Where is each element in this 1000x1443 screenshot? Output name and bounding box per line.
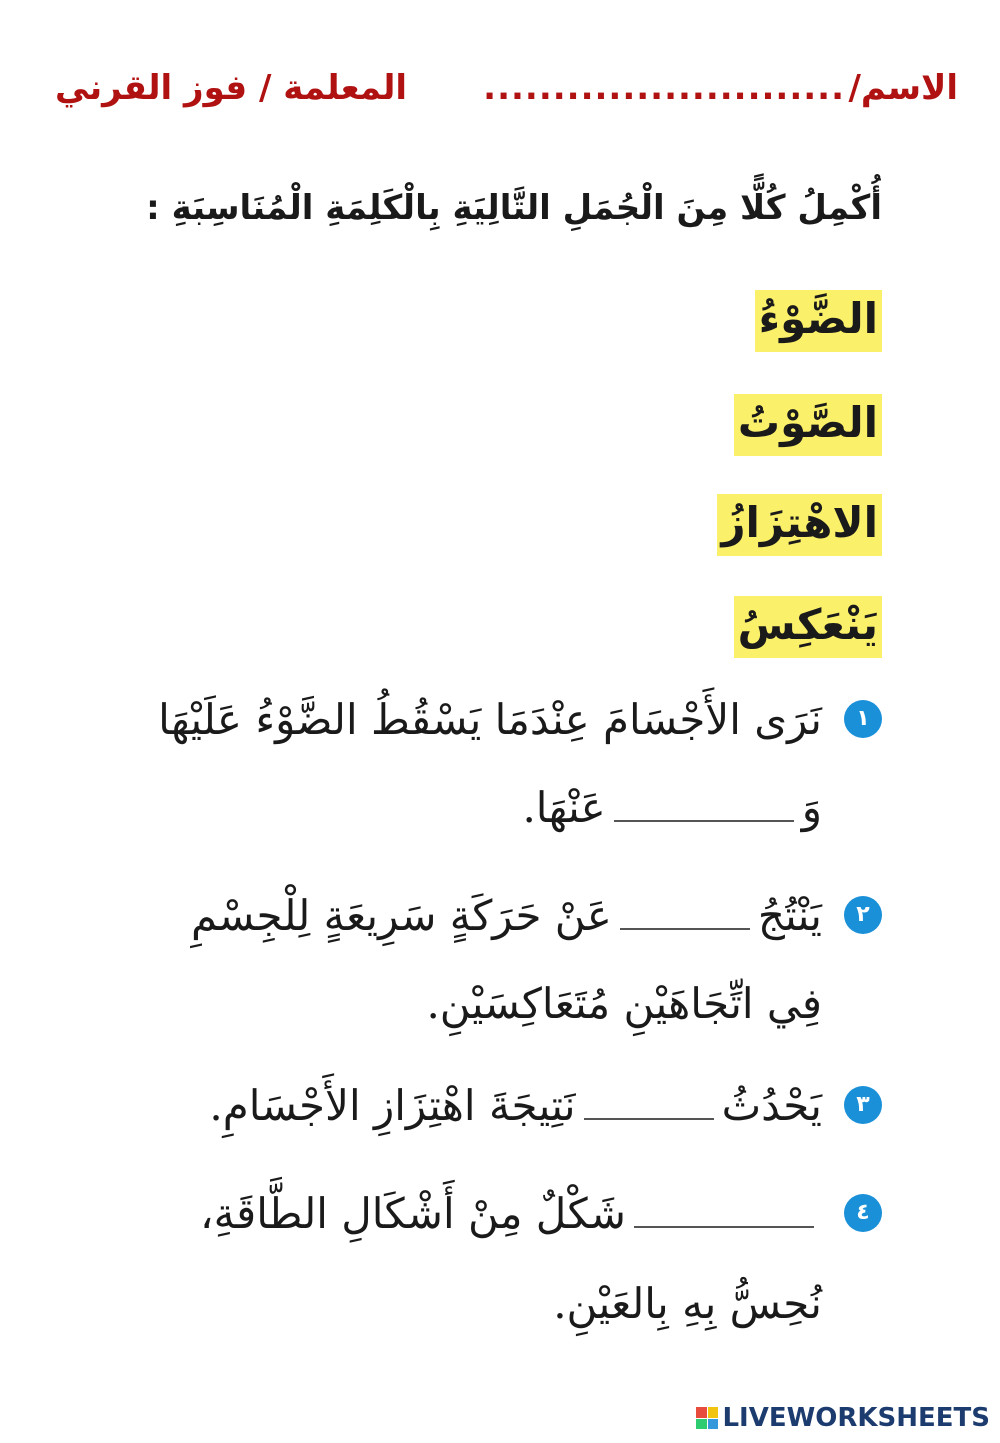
question-2-line-2 [426, 978, 822, 1030]
question-2 [191, 890, 882, 942]
question-1-line-2 [522, 782, 822, 834]
answer-blank-3[interactable] [584, 1092, 714, 1120]
question-1 [158, 694, 882, 746]
question-number-badge: ٤ [844, 1194, 882, 1232]
logo-icon [696, 1407, 718, 1429]
question-number-badge: ٢ [844, 896, 882, 934]
question-text: يَحْدُثُ [721, 1081, 822, 1130]
word-chip-light[interactable]: الضَّوْءُ [755, 290, 882, 352]
question-4 [200, 1188, 882, 1240]
question-text: نَرَى الأَجْسَامَ عِنْدَمَا يَسْقُطُ الضَّوْءُ عَلَيْهَا [158, 695, 822, 744]
answer-blank-2[interactable] [620, 902, 750, 930]
answer-blank-1[interactable] [614, 794, 794, 822]
answer-blank-4[interactable] [634, 1200, 814, 1228]
question-3 [209, 1080, 882, 1132]
instruction-text: أُكْمِلُ كُلًّا مِنَ الْجُمَلِ التَّالِيَةِ بِالْكَلِمَةِ الْمُنَاسِبَةِ : [146, 188, 882, 228]
question-text: وَ [801, 783, 822, 832]
question-text: نُحِسُّ بِهِ بِالعَيْنِ. [553, 1279, 822, 1328]
word-chip-sound[interactable]: الصَّوْتُ [734, 394, 882, 456]
liveworksheets-logo [696, 1403, 990, 1433]
question-text: فِي اتِّجَاهَيْنِ مُتَعَاكِسَيْنِ. [426, 979, 822, 1028]
worksheet-header [0, 60, 1000, 130]
question-4-line-2 [553, 1278, 822, 1330]
question-text: شَكْلٌ مِنْ أَشْكَالِ الطَّاقَةِ، [200, 1189, 626, 1238]
question-text: يَنْتُجُ [757, 891, 822, 940]
question-number-badge: ٣ [844, 1086, 882, 1124]
word-chip-reflects[interactable]: يَنْعَكِسُ [734, 596, 882, 658]
question-number-badge: ١ [844, 700, 882, 738]
question-text: عَنْهَا. [522, 783, 606, 832]
question-text: نَتِيجَةَ اهْتِزَازِ الأَجْسَامِ. [209, 1081, 576, 1130]
word-chip-vibration[interactable]: الاهْتِزَازُ [717, 494, 882, 556]
name-field[interactable]: .......................... [483, 68, 845, 108]
question-text: عَنْ حَرَكَةٍ سَرِيعَةٍ لِلْجِسْمِ [191, 891, 612, 940]
logo-text: LIVEWORKSHEETS [722, 1403, 990, 1433]
teacher-name: المعلمة / فوز القرني [55, 68, 407, 108]
name-label: الاسم/ [848, 68, 958, 108]
